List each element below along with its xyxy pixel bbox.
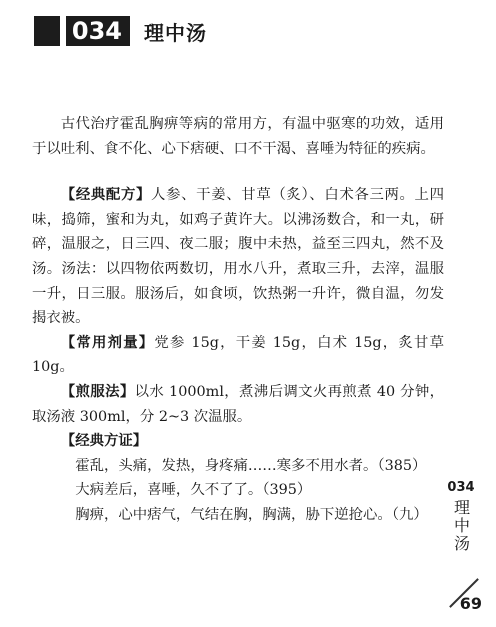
common-dosage-paragraph	[32, 331, 444, 380]
common-dosage-text: 党参 15g，干姜 15g，白术 15g，炙甘草 10g。	[32, 334, 444, 376]
header-bar	[60, 16, 66, 46]
chapter-title: 理中汤	[144, 20, 207, 45]
classic-indications-label: 【经典方证】	[60, 433, 148, 450]
intro-paragraph: 古代治疗霍乱胸痹等病的常用方，有温中驱寒的功效，适用于以吐利、食不化、心下痞硬、口不干渴、喜唾为特征的疾病。	[32, 116, 444, 157]
indication-item: 霍乱，头痛，发热，身疼痛……寒多不用水者。（385）	[75, 457, 427, 474]
decoction-label: 【煎服法】	[60, 383, 135, 400]
classic-formula-text: 人参、干姜、甘草（炙）、白术各三两。上四味，捣筛，蜜和为丸，如鸡子黄许大。以沸汤数合，和一丸，研碎，温服之，日三四、夜二服；腹中未热，益至三四丸，然不及汤。汤法：以四物依两数切，用水八升，煮取三升，去滓，温服一升，日三服。服汤后，如食顷，饮热粥一升许，微自温，勿发揭衣被。	[32, 187, 444, 327]
decoction-text: 以水 1000ml，煮沸后调文火再煎煮 40 分钟，取汤液 300ml，分 2~3 次温服。	[32, 383, 444, 425]
side-tab	[442, 480, 480, 553]
classic-formula-paragraph	[32, 183, 444, 331]
common-dosage-label: 【常用剂量】	[60, 334, 155, 351]
chapter-number-block	[34, 16, 130, 46]
indication-item: 大病差后，喜唾，久不了了。（395）	[75, 482, 312, 499]
classic-indications-heading	[32, 429, 444, 454]
decoction-paragraph	[32, 380, 444, 429]
indication-item: 胸痹，心中痞气，气结在胸，胸满，胁下逆抢心。（九）	[75, 506, 428, 523]
classic-formula-label: 【经典配方】	[60, 187, 152, 204]
main-content	[32, 112, 444, 528]
side-title: 理中汤	[451, 499, 471, 553]
chapter-header	[34, 14, 207, 48]
spacer	[32, 161, 444, 183]
side-number: 034	[447, 480, 475, 495]
chapter-number: 034	[71, 17, 122, 45]
page-number: 69	[459, 594, 482, 613]
